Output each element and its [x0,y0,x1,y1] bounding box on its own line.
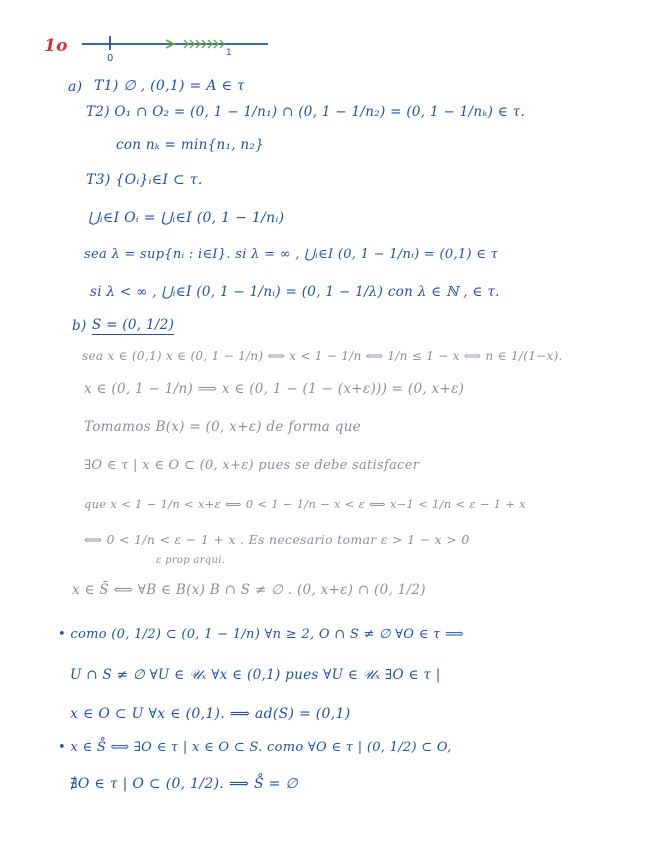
section-a-label: a) [68,79,83,95]
axiom-t1: T1) ∅ , (0,1) = A ∈ τ [94,78,245,94]
axiom-t3-finite: si λ < ∞ , ⋃ᵢ∈I (0, 1 − 1/nᵢ) = (0, 1 − 1/λ) con λ ∈ ℕ , ∈ τ. [90,284,500,300]
gray-line-3: Tomamos B(x) = (0, x+ε) de forma que [84,419,361,435]
number-line-label-zero: 0 [107,53,114,64]
bullet-2-line-2: ∄O ∈ τ | O ⊂ (0, 1/2). ⟹ S̊ = ∅ [70,776,298,792]
axiom-t3-union: ⋃ᵢ∈I Oᵢ = ⋃ᵢ∈I (0, 1 − 1/nᵢ) [88,210,285,226]
section-b-label: b) [72,318,87,334]
gray-line-6: ⟺ 0 < 1/n < ε − 1 + x . Es necesario tomar ε > 1 − x > 0 [84,532,470,547]
set-s-definition: S = (0, 1/2) [92,317,175,333]
gray-line-1: sea x ∈ (0,1) x ∈ (0, 1 − 1/n) ⟺ x < 1 − 1/n ⟺ 1/n ≤ 1 − x ⟺ n ∈ 1/(1−x). [82,349,563,363]
axiom-t3: T3) {Oᵢ}ᵢ∈I ⊂ τ. [86,172,203,188]
bullet-2-line-1: • x ∈ S̊ ⟺ ∃O ∈ τ | x ∈ O ⊂ S. como ∀O ∈ τ | (0, 1/2) ⊂ O, [58,740,452,755]
bullet-1-line-1: • como (0, 1/2) ⊂ (0, 1 − 1/n) ∀n ≥ 2, O ∩ S ≠ ∅ ∀O ∈ τ ⟹ [58,627,464,642]
gray-line-4: ∃O ∈ τ | x ∈ O ⊂ (0, x+ε) pues se debe satisfacer [84,458,420,473]
axiom-t2-note: con nₖ = min{n₁, n₂} [116,137,264,153]
number-line-label-one: 1 [226,48,232,58]
axiom-t3-sup: sea λ = sup{nᵢ : i∈I}. si λ = ∞ , ⋃ᵢ∈I (0, 1 − 1/nᵢ) = (0,1) ∈ τ [84,247,499,262]
axiom-t2: T2) O₁ ∩ O₂ = (0, 1 − 1/n₁) ∩ (0, 1 − 1/n₂) = (0, 1 − 1/nₖ) ∈ τ. [86,104,526,120]
gray-note-archimedean: ε prop arqui. [156,555,226,566]
bullet-1-line-3: x ∈ O ⊂ U ∀x ∈ (0,1). ⟹ ad(S) = (0,1) [70,706,351,722]
gray-line-5: que x < 1 − 1/n < x+ε ⟺ 0 < 1 − 1/n − x < ε ⟺ x−1 < 1/n < ε − 1 + x [84,497,526,511]
bullet-1-line-2: U ∩ S ≠ ∅ ∀U ∈ 𝒰ₓ ∀x ∈ (0,1) pues ∀U ∈ 𝒰ₓ ∃O ∈ τ | [70,667,441,683]
gray-line-7: x ∈ S̄ ⟺ ∀B ∈ B(x) B ∩ S ≠ ∅ . (0, x+ε) ∩ (0, 1/2) [72,582,426,598]
problem-number: 1o [44,36,68,56]
number-line-diagram [70,30,280,64]
gray-line-2: x ∈ (0, 1 − 1/n) ⟹ x ∈ (0, 1 − (1 − (x+ε))) = (0, x+ε) [84,381,465,397]
